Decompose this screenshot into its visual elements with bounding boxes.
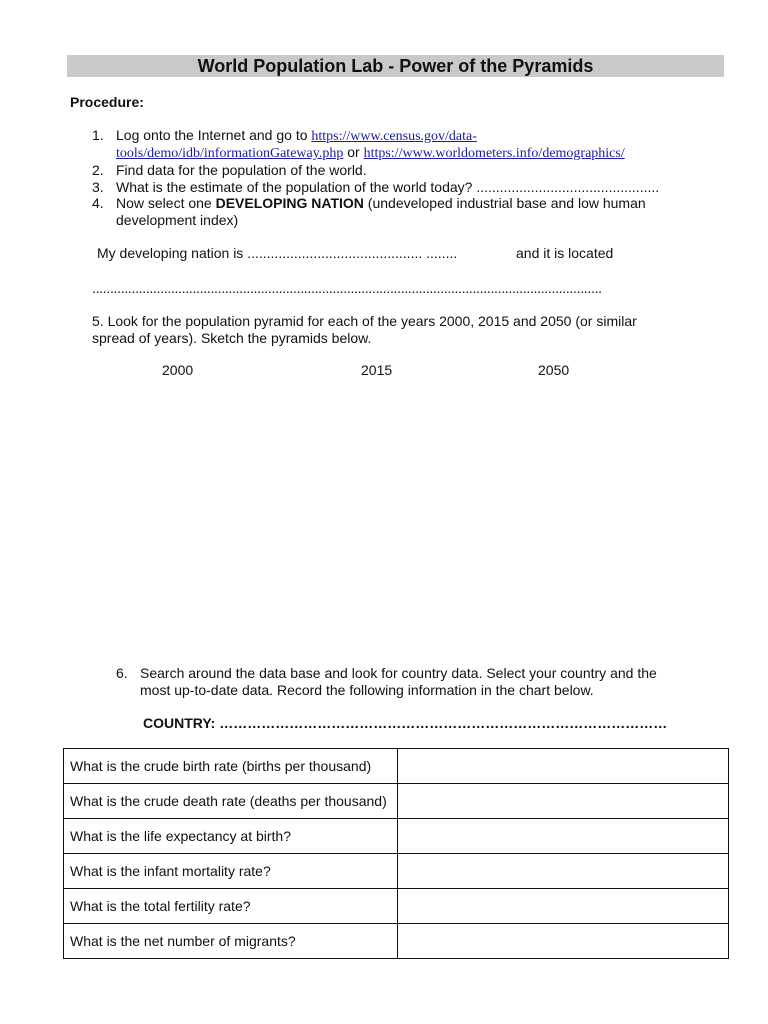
procedure-heading: Procedure: xyxy=(70,94,144,110)
question-cell: What is the life expectancy at birth? xyxy=(64,819,398,854)
step-4-bold: DEVELOPING NATION xyxy=(215,195,364,211)
answer-cell[interactable] xyxy=(398,749,729,784)
step-5-line-2: spread of years). Sketch the pyramids below. xyxy=(92,330,372,346)
step-4 xyxy=(92,195,732,211)
answer-cell[interactable] xyxy=(398,889,729,924)
question-cell: What is the infant mortality rate? xyxy=(64,854,398,889)
step-1-or: or xyxy=(343,144,364,160)
step-5-line-1: 5. Look for the population pyramid for each of the years 2000, 2015 and 2050 (or similar xyxy=(92,313,637,329)
year-2015-label: 2015 xyxy=(361,362,393,378)
step-3-number: 3. xyxy=(92,179,104,195)
table-row xyxy=(64,819,729,854)
step-2-number: 2. xyxy=(92,162,104,178)
question-cell: What is the net number of migrants? xyxy=(64,924,398,959)
country-data-table xyxy=(63,748,729,959)
step-1-text: Log onto the Internet and go to xyxy=(116,127,312,143)
step-6-number: 6. xyxy=(116,665,128,681)
table-row xyxy=(64,749,729,784)
table-row xyxy=(64,854,729,889)
developing-nation-line: My developing nation is ............................................. ........ xyxy=(97,245,458,261)
location-dotted-line: .............................................................................................................................................. xyxy=(92,280,602,296)
census-link-line-2[interactable]: tools/demo/idb/informationGateway.php xyxy=(116,146,344,161)
table-row xyxy=(64,784,729,819)
page-title xyxy=(67,55,724,77)
step-6 xyxy=(116,665,756,681)
question-cell: What is the crude death rate (deaths per thousand) xyxy=(64,784,398,819)
step-3-text: What is the estimate of the population of the world today? ............................................... xyxy=(116,179,660,195)
answer-cell[interactable] xyxy=(398,784,729,819)
step-4-text-post: (undeveloped industrial base and low human xyxy=(363,195,646,211)
worldometers-link[interactable]: https://www.worldometers.info/demographics/ xyxy=(363,146,625,161)
table-row xyxy=(64,889,729,924)
answer-cell[interactable] xyxy=(398,854,729,889)
question-cell: What is the crude birth rate (births per thousand) xyxy=(64,749,398,784)
step-1 xyxy=(92,127,732,145)
year-2000-label: 2000 xyxy=(162,362,194,378)
page-title-text: World Population Lab - Power of the Pyramids xyxy=(197,55,594,76)
step-6-continued xyxy=(116,682,756,698)
step-3 xyxy=(92,179,732,195)
step-4-continued xyxy=(92,212,732,228)
step-6-line-1: Search around the data base and look for country data. Select your country and the xyxy=(140,665,657,681)
step-4-number: 4. xyxy=(92,195,104,211)
answer-cell[interactable] xyxy=(398,819,729,854)
located-label: and it is located xyxy=(516,245,614,261)
year-2050-label: 2050 xyxy=(538,362,570,378)
question-cell: What is the total fertility rate? xyxy=(64,889,398,924)
step-2-text: Find data for the population of the world. xyxy=(116,162,367,178)
census-link-line-1[interactable]: https://www.census.gov/data- xyxy=(311,129,477,144)
step-6-line-2: most up-to-date data. Record the following information in the chart below. xyxy=(140,682,594,698)
step-4-text-pre: Now select one xyxy=(116,195,216,211)
country-line: COUNTRY: …………………………………………………………………………………… xyxy=(143,715,668,731)
table-row xyxy=(64,924,729,959)
step-4-line-2: development index) xyxy=(116,212,239,228)
step-1-number: 1. xyxy=(92,127,104,143)
step-2 xyxy=(92,162,732,178)
step-1-continued xyxy=(92,144,732,162)
answer-cell[interactable] xyxy=(398,924,729,959)
